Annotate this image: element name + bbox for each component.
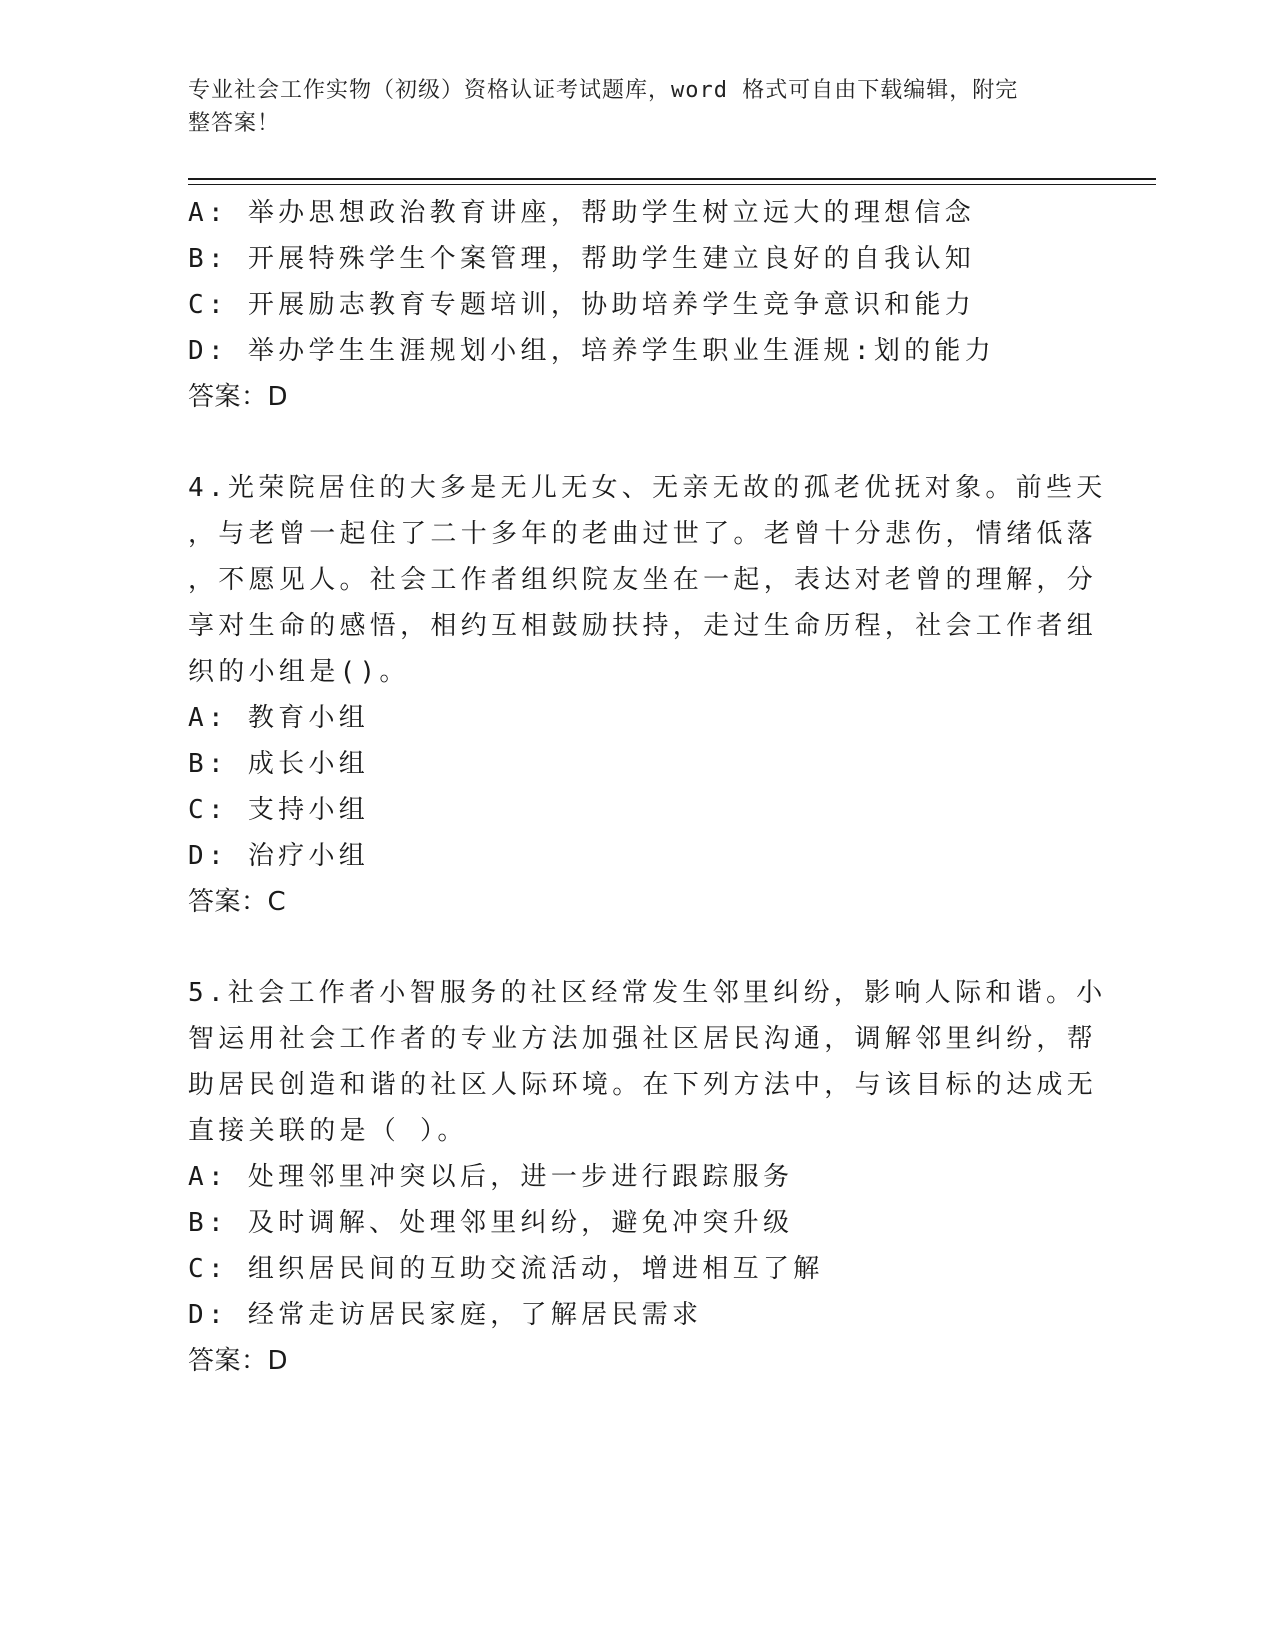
header-line-1: 专业社会工作实物（初级）资格认证考试题库，word 格式可自由下载编辑，附完 [188,78,1019,103]
option-c: C: 支持小组 [188,795,370,825]
answer-line: 答案：D [188,382,289,412]
question-stem-line: 智运用社会工作者的专业方法加强社区居民沟通，调解邻里纠纷，帮 [188,1024,1098,1054]
option-b: B: 成长小组 [188,749,370,779]
option-a: A: 处理邻里冲突以后，进一步进行跟踪服务 [188,1162,794,1192]
question-stem-line: 助居民创造和谐的社区人际环境。在下列方法中，与该目标的达成无 [188,1070,1098,1100]
question-stem-line: 直接关联的是（ ）。 [188,1116,468,1146]
option-b: B: 开展特殊学生个案管理，帮助学生建立良好的自我认知 [188,244,976,274]
question-stem-line: ，与老曾一起住了二十多年的老曲过世了。老曾十分悲伤，情绪低落 [188,519,1098,549]
header-divider-thick [188,178,1156,180]
header-line-2: 整答案！ [188,111,281,136]
option-a: A: 举办思想政治教育讲座，帮助学生树立远大的理想信念 [188,198,976,228]
option-d: D: 举办学生生涯规划小组，培养学生职业生涯规:划的能力 [188,336,996,366]
question-stem-line: 4.光荣院居住的大多是无儿无女、无亲无故的孤老优抚对象。前些天 [188,473,1107,503]
option-d: D: 经常走访居民家庭，了解居民需求 [188,1300,703,1330]
answer-line: 答案：D [188,1346,289,1376]
question-3 [188,190,1068,420]
option-a: A: 教育小组 [188,703,370,733]
option-c: C: 组织居民间的互助交流活动，增进相互了解 [188,1254,824,1284]
header-divider-thin [188,184,1156,185]
answer-line: 答案：C [188,887,287,917]
question-content [188,190,1107,1384]
page-header [188,74,1068,140]
option-c: C: 开展励志教育专题培训，协助培养学生竞争意识和能力 [188,290,976,320]
question-5 [188,970,1107,1384]
question-stem-line: ，不愿见人。社会工作者组织院友坐在一起，表达对老曾的理解，分 [188,565,1098,595]
question-stem-line: 5.社会工作者小智服务的社区经常发生邻里纠纷，影响人际和谐。小 [188,978,1107,1008]
question-stem-line: 织的小组是()。 [188,657,410,687]
option-d: D: 治疗小组 [188,841,370,871]
option-b: B: 及时调解、处理邻里纠纷，避免冲突升级 [188,1208,794,1238]
question-stem-line: 享对生命的感悟，相约互相鼓励扶持，走过生命历程，社会工作者组 [188,611,1098,641]
question-4 [188,465,1107,925]
